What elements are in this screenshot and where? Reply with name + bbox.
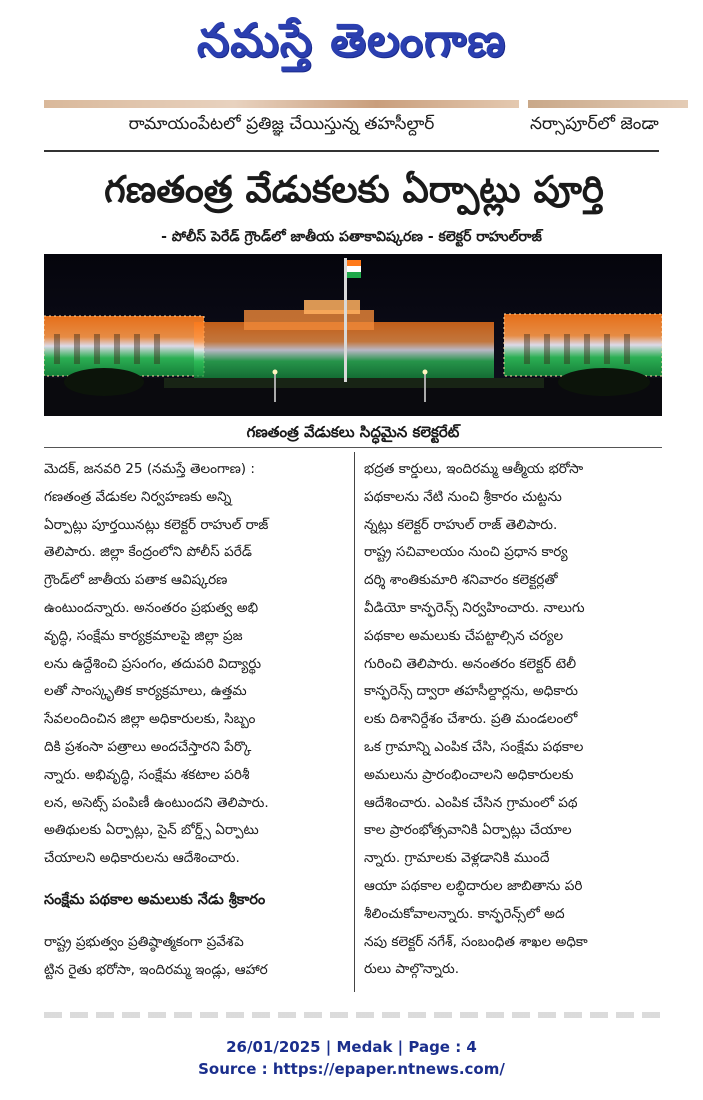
photo-caption: గణతంత్ర వేడుకలు సిద్ధమైన కలెక్టరేట్ (246, 423, 460, 441)
cropped-text-strip (44, 1012, 662, 1018)
body-line: గణతంత్ర వేడుకల నిర్వహణకు అన్ని (44, 488, 232, 505)
column-divider (354, 452, 355, 992)
body-line: గ్రౌండ్‌లో జాతీయ పతాక ఆవిష్కరణ (44, 572, 228, 589)
collectorate-illumination-image (44, 254, 662, 416)
divider-rule (44, 150, 659, 152)
body-line: భద్రత కార్డులు, ఇందిరమ్మ ఆత్మీయ భరోసా (364, 461, 584, 477)
body-line: ఒక గ్రామాన్ని ఎంపిక చేసి, సంక్షేమ పథకాల (364, 738, 584, 755)
article-headline: గణతంత్ర వేడుకలకు ఏర్పాట్లు పూర్తి (104, 168, 604, 211)
body-line: దర్శి శాంతికుమారి శనివారం కలెక్టర్లతో (364, 572, 558, 589)
body-line: అతిథులకు ఏర్పాట్లు, సైన్ బోర్డ్స్ ఏర్పాటు (44, 822, 259, 839)
article-column-right (364, 456, 664, 984)
body-line: ఉంటుందన్నారు. అనంతరం ప్రభుత్వ అభి (44, 599, 259, 616)
body-line: లన, అసెట్స్ పంపిణీ ఉంటుందని తెలిపారు. (44, 794, 269, 811)
body-line: రులు పాల్గొన్నారు. (364, 961, 460, 978)
body-line: నపు కలెక్టర్ నగేశ్, సంబంధిత శాఖల అధికా (364, 933, 588, 950)
masthead-title: నమస్తే తెలంగాణ (196, 13, 507, 67)
body-line: లను ఉద్దేశించి ప్రసంగం, తదుపరి విద్యార్థు (44, 655, 262, 672)
body-line: కాల ప్రారంభోత్సవానికి ఏర్పాట్లు చేయాల (364, 822, 572, 839)
body-line: సేవలందించిన జిల్లా అధికారులకు, సిబ్బం (44, 711, 256, 728)
body-line: పథకాలను నేటి నుంచి శ్రీకారం చుట్టను (364, 488, 562, 505)
caption-rule (44, 447, 662, 448)
body-line: తెలిపారు. జిల్లా కేంద్రంలోని పోలీస్ పరేడ్ (44, 544, 252, 561)
body-line: ట్టిన రైతు భరోసా, ఇందిరమ్మ ఇండ్లు, ఆహార (44, 961, 268, 978)
body-line: అమలును ప్రారంభించాలని అధికారులకు (364, 766, 574, 783)
body-line: గురించి తెలిపారు. అనంతరం కలెక్టర్ టెలీ (364, 655, 577, 672)
section-subheading: సంక్షేమ పథకాల అమలుకు నేడు శ్రీకారం (44, 891, 266, 908)
body-line: రాష్ట్ర ప్రభుత్వం ప్రతిష్ఠాత్మకంగా ప్రవేశపె (44, 933, 244, 950)
article-photo (44, 254, 662, 416)
previous-story-caption-left: రామాయంపేటలో ప్రతిజ్ఞ చేయిస్తున్న తహసీల్దార్ (128, 114, 435, 134)
body-line: లకు దిశానిర్దేశం చేశారు. ప్రతి మండలంలో (364, 711, 578, 728)
body-line: కాన్ఫరెన్స్ ద్వారా తహసీల్దార్లను, అధికారు (364, 683, 578, 700)
body-line: ఆయా పథకాల లబ్ధిదారుల జాబితాను పరి (364, 877, 583, 894)
body-line: లతో సాంస్కృతిక కార్యక్రమాలు, ఉత్తమ (44, 683, 247, 700)
body-line: మెదక్, జనవరి 25 (నమస్తే తెలంగాణ) : (44, 461, 256, 477)
body-line: శీలించుకోవాలన్నారు. కాన్ఫరెన్స్‌లో అద (364, 905, 565, 922)
body-line: రాష్ట్ర సచివాలయం నుంచి ప్రధాన కార్య (364, 544, 568, 561)
body-line: ఏర్పాట్లు పూర్తయినట్లు కలెక్టర్ రాహుల్ రాజ్ (44, 516, 269, 533)
body-line: న్నారు. అభివృద్ధి, సంక్షేమ శకటాల పరిశీ (44, 766, 250, 783)
source-link[interactable]: Source : https://epaper.ntnews.com/ (198, 1060, 505, 1078)
masthead (0, 0, 703, 92)
body-line: వృద్ధి, సంక్షేమ కార్యక్రమాలపై జిల్లా ప్రజ (44, 627, 243, 644)
body-line: న్నారు. గ్రామాలకు వెళ్లడానికి ముందే (364, 850, 550, 867)
body-line: న్నట్లు కలెక్టర్ రాహుల్ రాజ్ తెలిపారు. (364, 516, 558, 533)
body-line: పథకాల అమలుకు చేపట్టాల్సిన చర్యల (364, 627, 564, 644)
article-column-left (44, 456, 344, 984)
previous-photo-strip-left (44, 100, 519, 108)
body-line: ఆదేశించారు. ఎంపిక చేసిన గ్రామంలో పథ (364, 794, 578, 811)
body-line: వీడియో కాన్ఫరెన్స్ నిర్వహించారు. నాలుగు (364, 599, 585, 616)
page-info: 26/01/2025 | Medak | Page : 4 (226, 1038, 477, 1056)
body-line: చేయాలని అధికారులను ఆదేశించారు. (44, 850, 240, 867)
previous-photo-strip-right (528, 100, 688, 108)
article-subheadline: - పోలీస్ పెరేడ్ గ్రౌండ్‌లో జాతీయ పతాకావిష్కరణ - కలెక్టర్ రాహుల్‌రాజ్ (161, 229, 542, 245)
previous-story-caption-right: నర్సాపూర్‌లో జెండా (530, 114, 659, 134)
body-line: దికి ప్రశంసా పత్రాలు అందచేస్తారని పేర్కొ (44, 738, 252, 755)
